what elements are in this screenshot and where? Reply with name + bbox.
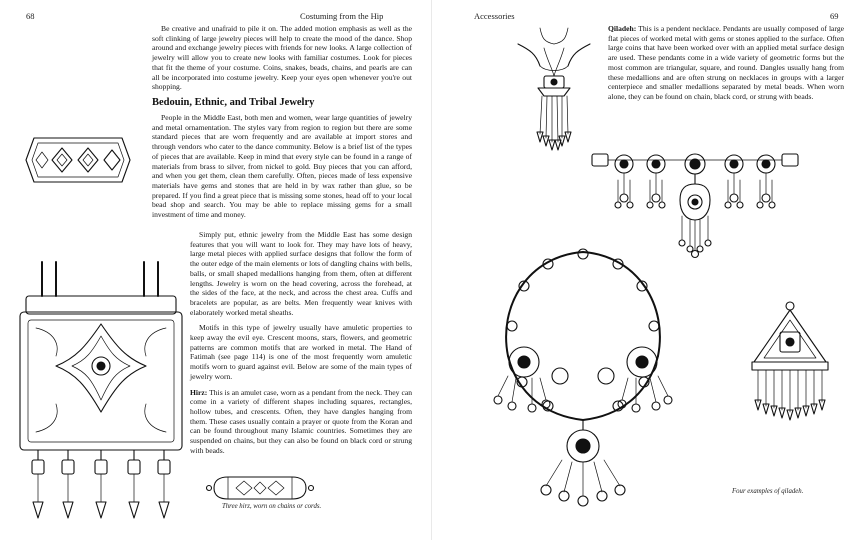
illustration-caption: Four examples of qiladeh.: [732, 488, 804, 495]
beaded-qiladeh-illustration: [488, 246, 678, 508]
paragraph-1: People in the Middle East, both men and women, wear large quantities of jewelry and metal ornamentation. The styles vary from region to region but there are some standard pieces that are worn frequently and are available at import stores and through vendors who cater to the dance community. Below is a brief list of the types of pieces that are available. Keep in mind that every style can be found in a range of materials from brass to silver, from nickel to gold. Buy pieces that you can afford, and when you get them, clean them carefully. Often, pieces made of less expensive materials have gems and stones that are held in by wax rather than glue, so be prepared. If you find a great piece that is missing some stones, head off to your local bead shop and search. You may be able to replace missing gems for a small investment of time and money.: [152, 113, 412, 220]
page-number: 69: [830, 11, 839, 21]
illustration-caption: Three hirz, worn on chains or cords.: [222, 503, 322, 510]
paragraph-2: Simply put, ethnic jewelry from the Middle East has some design features that you will want to look for. They may have lots of heavy, large metal pieces with applied surface designs that follow the form of the outer edge of the main elements or lots of dangling chains with bells, balls, or small shaped medallions hanging from them, often at different lengths. Jewelry is worn on the head covering, across the forehead, at the sides of the face, at the neck, and across the chest area. Cuffs and bracelets are popular, as are belts. Men frequently wear knives with elaborately worked metal sheaths.: [190, 230, 412, 317]
large-hirz-illustration: [16, 262, 184, 524]
tube-hirz-illustration: [206, 474, 314, 502]
body-text-block-2: [190, 230, 412, 455]
intro-text-block: [152, 24, 412, 92]
medallion-row: [615, 154, 775, 174]
qiladeh-text-block: [608, 24, 844, 102]
right-page: [432, 0, 864, 540]
pendant-on-neck-illustration: [514, 24, 594, 152]
hirz-text: This is an amulet case, worn as a pendant from the neck. They can come in a variety of different shapes including squares, rectangles, hollow tubes, and crescents. Often, they have dangles hanging from them. These cases usually contain a prayer or quote from the Koran and can be found throughout many Islamic countries. Sometimes they are suspended on chains, but they can also be found on black cord or strung with beads.: [190, 387, 412, 455]
hirz-term: Hirz:: [190, 387, 208, 397]
paragraph-3: Motifs in this type of jewelry usually have amuletic properties to keep away the evil eye. Crescent moons, stars, flowers, and geometric patterns are common motifs that are worked in metal. The Hand of Fatimah (see page 114) is one of the most frequently worn amuletic motifs worn to guard against evil. Below are some of the main types of jewelry worn.: [190, 323, 412, 381]
intro-paragraph: Be creative and unafraid to pile it on. The added motion emphasis as well as the soft clinking of large jewelry pieces will help to create the mood of the dance. Shop around and exchange jewelry pieces with friends for new looks. A large collection of jewelry will allow you to create new looks with familiar costumes. Look for pieces that fit the theme of your costume. Coins, snakes, beads, chains, and pearls are can all be incorporated into costume jewelry. Keep your eyes open whenever you're out shopping.: [152, 24, 412, 92]
running-head: Accessories: [474, 11, 515, 21]
body-text-block-1: [152, 113, 412, 220]
hirz-paragraph: [190, 388, 412, 456]
running-head: Costuming from the Hip: [300, 11, 384, 21]
small-hirz-illustration: [22, 130, 134, 190]
qiladeh-paragraph: [608, 24, 844, 102]
qiladeh-text: This is a pendent necklace. Pendants are usually composed of large flat pieces of worked metal with gems or stones applied to the surface. Often large coins that have been worked over with an applied metal surface design are used. These pendants come in a wide variety of geometric forms but the most common are triangular, square, and round. Dangles usually hang from these medallions and are often strung on necklaces in groups with a larger centerpiece and smaller medallions separated by metal beads. When worn alone, they can be found on chain, black cord, or strung with beads.: [608, 24, 844, 101]
qiladeh-term: Qiladeh:: [608, 24, 637, 33]
triangular-qiladeh-illustration: [748, 300, 832, 420]
page-number: 68: [26, 11, 35, 21]
section-heading: Bedouin, Ethnic, and Tribal Jewelry: [152, 97, 315, 108]
